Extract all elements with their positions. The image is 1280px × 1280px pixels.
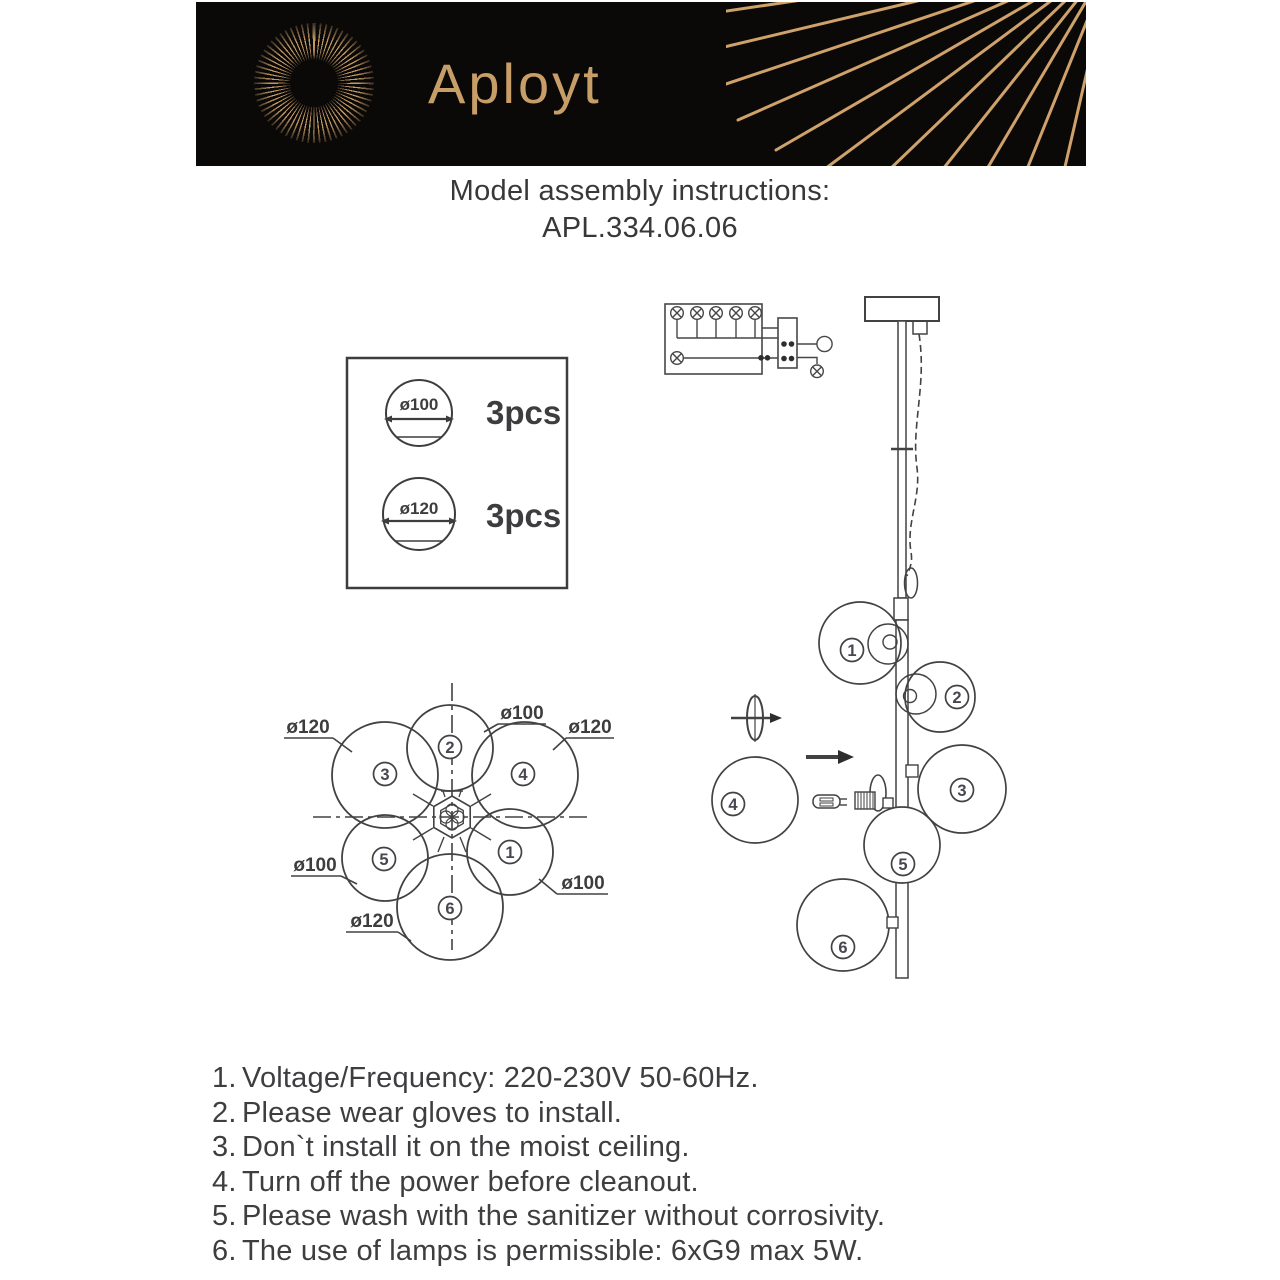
instruction-item (212, 1061, 885, 1096)
globe-number: 1 (847, 642, 857, 660)
parts-diameter-label: ø100 (399, 395, 439, 414)
top-view-diagram (284, 683, 614, 960)
instruction-number: 3. (212, 1131, 237, 1164)
instruction-number: 4. (212, 1165, 237, 1198)
instruction-item (212, 1130, 885, 1165)
title-block (0, 173, 1280, 247)
instruction-number: 6. (212, 1234, 237, 1267)
g9-bulb-icon (813, 795, 847, 808)
instructions-list (212, 1061, 885, 1269)
sunburst-core (290, 59, 338, 107)
side-view-diagram (712, 297, 1006, 978)
instruction-text: The use of lamps is permissible: 6xG9 max 5W. (242, 1234, 864, 1267)
hanging-cable (907, 334, 921, 576)
diameter-callout: ø100 (500, 703, 544, 724)
diameter-callout: ø100 (561, 873, 605, 894)
assembly-diagrams (0, 280, 1280, 1010)
instruction-number: 1. (212, 1062, 237, 1094)
diameter-callout: ø120 (286, 717, 330, 738)
globe-number: 5 (379, 851, 389, 869)
instruction-item (212, 1165, 885, 1200)
diameter-callout: ø120 (568, 717, 612, 738)
brand-banner (196, 2, 1086, 166)
model-number: APL.334.06.06 (542, 212, 738, 244)
brand-name: Aployt (428, 52, 602, 115)
arrow-right-icon (806, 750, 854, 764)
globe-number: 5 (898, 856, 908, 874)
globe-number: 4 (518, 766, 528, 784)
globe-number: 3 (957, 782, 967, 800)
globe-number: 1 (505, 844, 515, 862)
rotate-screw-icon (731, 694, 782, 742)
diameter-callout: ø120 (350, 911, 394, 932)
instruction-item (212, 1234, 885, 1269)
globe-number: 6 (838, 939, 848, 957)
instruction-text: Please wear gloves to install. (242, 1096, 622, 1129)
globe-number: 6 (445, 900, 455, 918)
globe-number: 3 (380, 766, 390, 784)
fan-rays-icon (726, 2, 1086, 166)
instruction-number: 5. (212, 1200, 237, 1233)
thread-part (855, 792, 875, 809)
instruction-text: Don`t install it on the moist ceiling. (242, 1131, 690, 1164)
diameter-callout: ø100 (293, 855, 337, 876)
parts-qty-label: 3pcs (486, 394, 562, 431)
globe-number: 2 (445, 739, 455, 757)
parts-diameter-label: ø120 (399, 499, 439, 518)
instruction-item (212, 1096, 885, 1131)
wiring-diagram (665, 304, 832, 378)
instruction-text: Turn off the power before cleanout. (242, 1165, 699, 1198)
instruction-number: 2. (212, 1096, 237, 1129)
sunburst-icon (254, 23, 374, 143)
instruction-text: Voltage/Frequency: 220-230V 50-60Hz. (242, 1062, 759, 1094)
instruction-item (212, 1199, 885, 1234)
globe-number: 4 (728, 796, 738, 814)
instruction-text: Please wash with the sanitizer without corrosivity. (242, 1200, 886, 1233)
parts-box-diagram (347, 358, 567, 588)
parts-qty-label: 3pcs (486, 497, 562, 534)
page-title: Model assembly instructions: (449, 175, 831, 207)
globe-number: 2 (952, 689, 962, 707)
